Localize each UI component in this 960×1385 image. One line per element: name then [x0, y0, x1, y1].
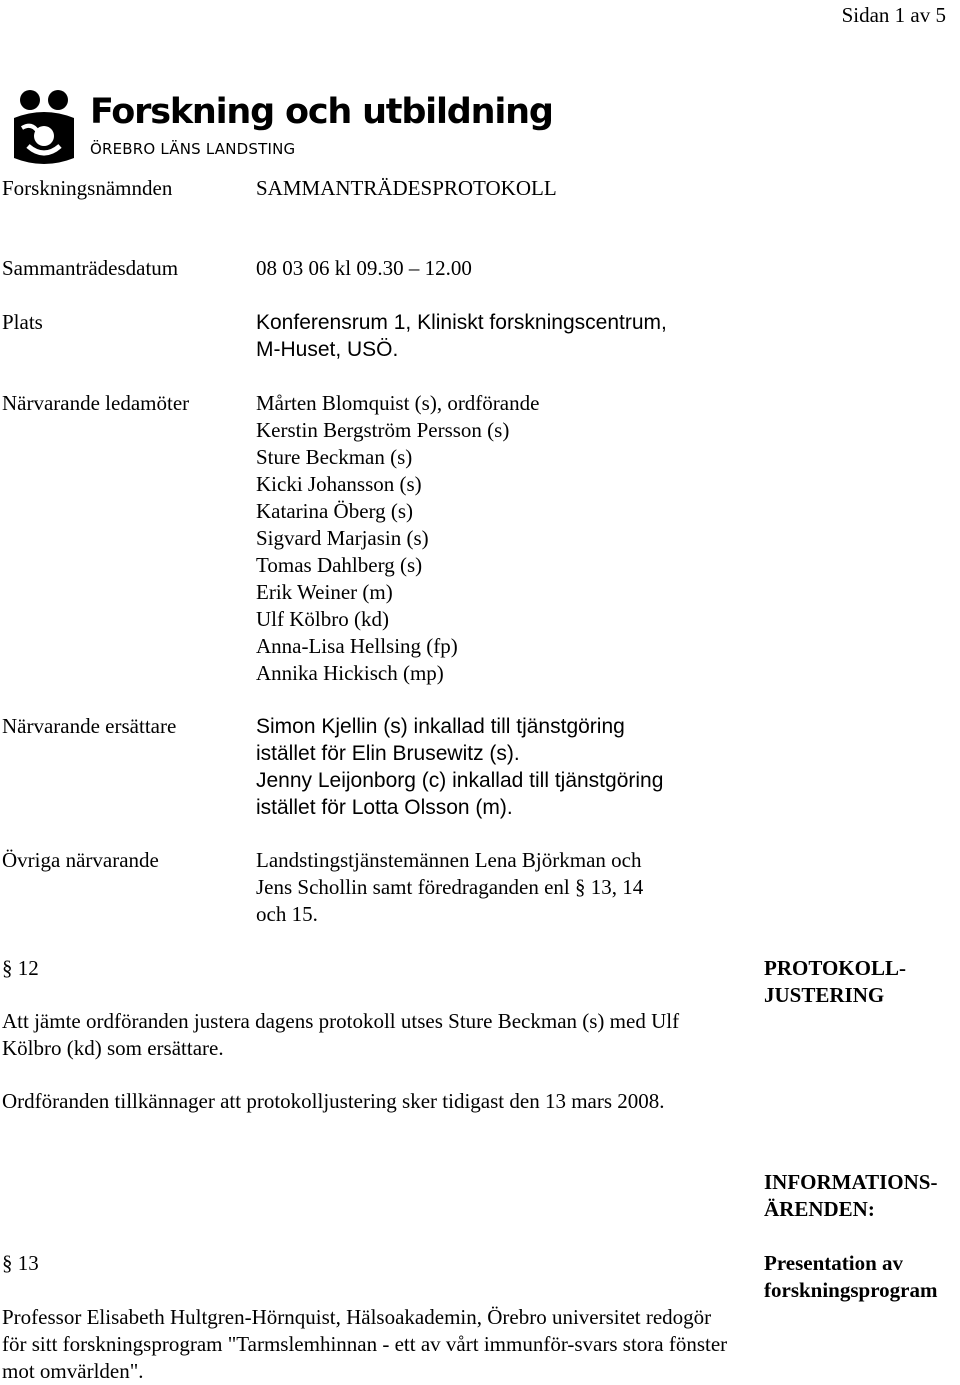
side-heading-line: Presentation av [764, 1251, 904, 1275]
substitutes-label: Närvarande ersättare [2, 714, 177, 738]
committee-name: Forskningsnämnden [2, 176, 173, 200]
substitute-line: Jenny Leijonborg (c) inkallad till tjänstgöring [256, 769, 664, 792]
member-item: Erik Weiner (m) [256, 580, 393, 604]
group-heading-line: ÄRENDEN: [764, 1197, 875, 1221]
substitute-line: Simon Kjellin (s) inkallad till tjänstgöring [256, 715, 625, 738]
member-item: Tomas Dahlberg (s) [256, 553, 423, 577]
side-heading-line: JUSTERING [764, 983, 885, 1007]
member-item: Mårten Blomquist (s), ordförande [256, 391, 540, 415]
side-heading-line: forskningsprogram [764, 1278, 938, 1302]
member-item: Ulf Kölbro (kd) [256, 607, 389, 631]
member-item: Sture Beckman (s) [256, 445, 413, 469]
date-label: Sammanträdesdatum [2, 256, 179, 280]
member-item: Kicki Johansson (s) [256, 472, 422, 496]
place-line: M-Huset, USÖ. [256, 338, 399, 361]
section-paragraph: Ordföranden tillkännager att protokolljustering sker tidigast den 13 mars 2008. [2, 1089, 665, 1113]
member-item: Katarina Öberg (s) [256, 499, 414, 523]
substitute-line: istället för Lotta Olsson (m). [256, 796, 513, 819]
section-number: § 12 [2, 956, 39, 980]
section-side-heading [764, 1250, 960, 1304]
section-side-heading [764, 955, 960, 1009]
others-line: och 15. [256, 902, 318, 926]
member-item: Kerstin Bergström Persson (s) [256, 418, 510, 442]
member-item: Anna-Lisa Hellsing (fp) [256, 634, 458, 658]
family-emblem-icon [8, 88, 80, 168]
member-item: Sigvard Marjasin (s) [256, 526, 429, 550]
logo-subtitle: ÖREBRO LÄNS LANDSTING [90, 140, 296, 158]
members-label: Närvarande ledamöter [2, 391, 190, 415]
others-line: Landstingstjänstemännen Lena Björkman och [256, 848, 642, 872]
organization-logo [8, 88, 553, 170]
section-paragraph: Att jämte ordföranden justera dagens protokoll utses Sture Beckman (s) med Ulf Kölbro (kd) som ersättare. [2, 1009, 680, 1060]
others-line: Jens Schollin samt föredraganden enl § 13, 14 [256, 875, 644, 899]
others-label: Övriga närvarande [2, 848, 159, 872]
place-line: Konferensrum 1, Kliniskt forskningscentrum, [256, 311, 667, 334]
logo-title: Forskning och utbildning [90, 92, 553, 132]
member-item: Annika Hickisch (mp) [256, 661, 444, 685]
document-type: SAMMANTRÄDESPROTOKOLL [256, 176, 557, 200]
date-value: 08 03 06 kl 09.30 – 12.00 [256, 256, 472, 280]
side-heading-line: PROTOKOLL- [764, 956, 906, 980]
group-heading-line: INFORMATIONS- [764, 1170, 938, 1194]
place-label: Plats [2, 310, 43, 334]
page-number: Sidan 1 av 5 [841, 3, 946, 27]
group-heading [764, 1169, 960, 1223]
section-paragraph: Professor Elisabeth Hultgren-Hörnquist, Hälsoakademin, Örebro universitet redogör för sitt forskningsprogram "Tarmslemhinnan - ett av vårt immunför-svars stora fönster mot omvärlden". [2, 1305, 728, 1383]
substitute-line: istället för Elin Brusewitz (s). [256, 742, 520, 765]
section-number: § 13 [2, 1251, 39, 1275]
